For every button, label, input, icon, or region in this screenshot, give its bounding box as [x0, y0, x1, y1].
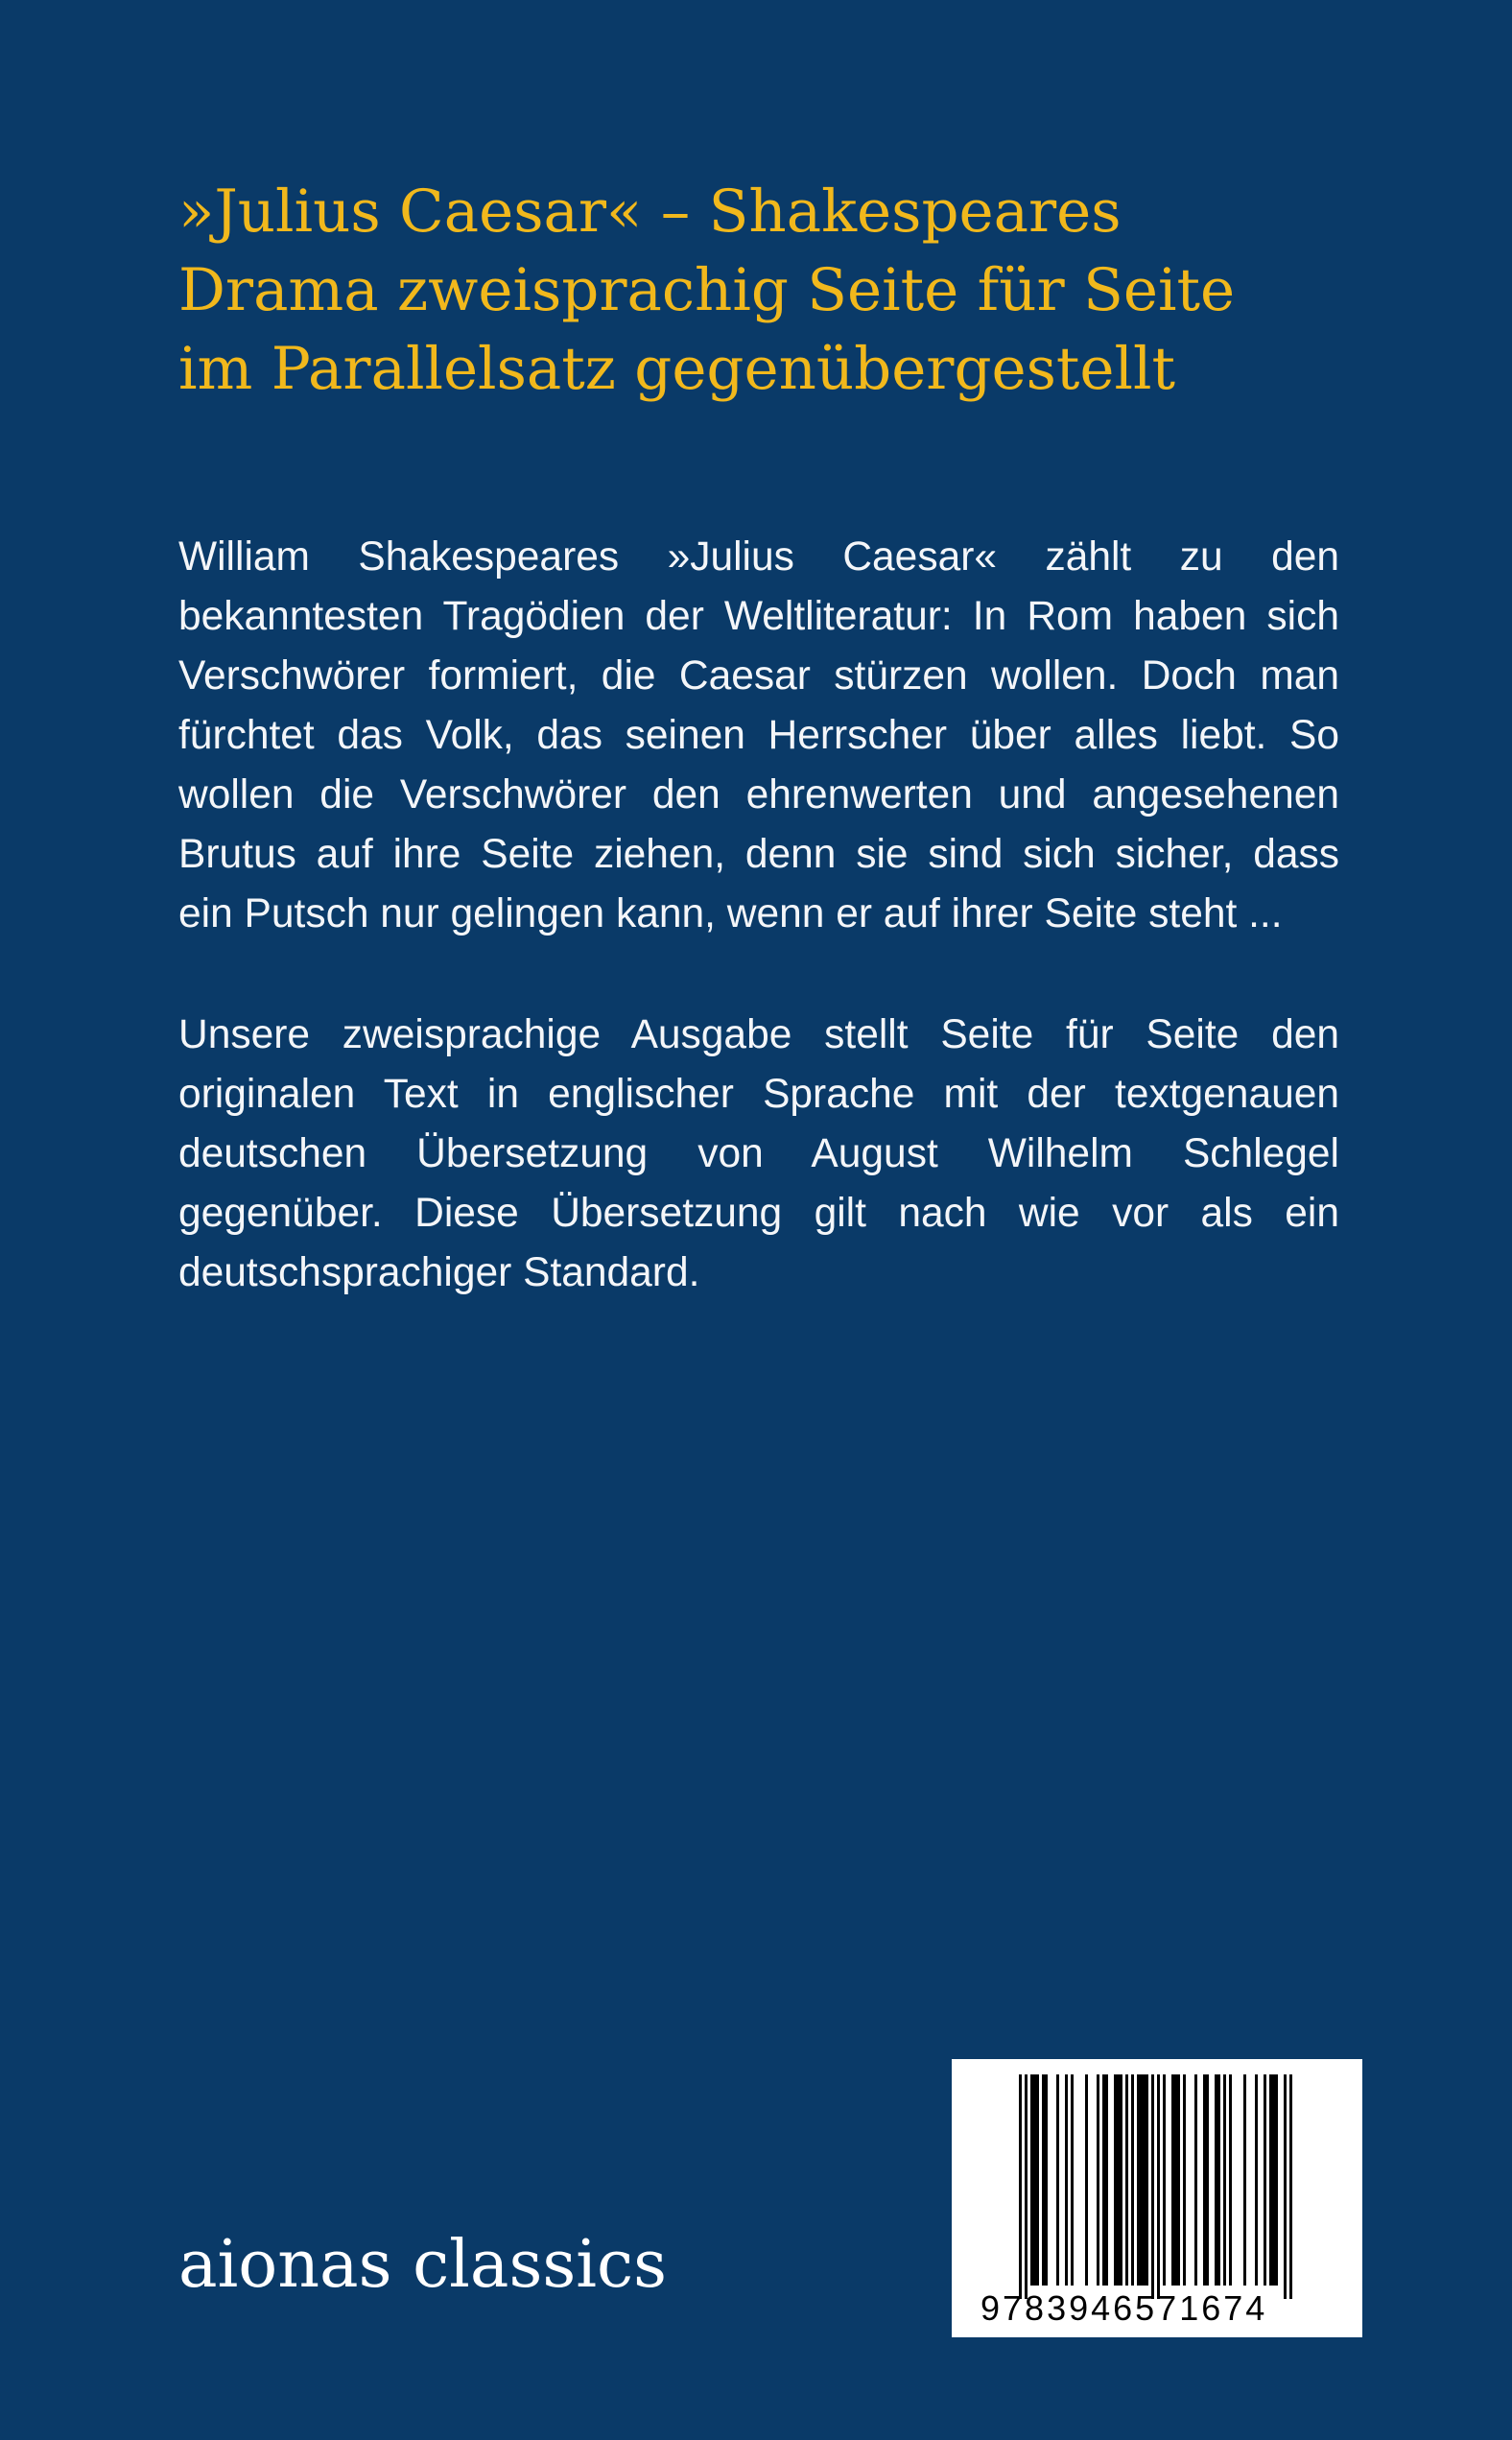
barcode-bar [1140, 2074, 1143, 2286]
barcode-bar [1194, 2074, 1197, 2286]
barcode-bar [1217, 2074, 1220, 2286]
barcode-bar [1042, 2074, 1045, 2286]
barcode-bar [1163, 2074, 1166, 2286]
barcode-bar [1105, 2074, 1108, 2286]
headline-line: im Parallelsatz gegenübergestellt [178, 335, 1176, 403]
barcode-bar [1120, 2074, 1122, 2286]
headline-line: Drama zweisprachig Seite für Seite [178, 256, 1236, 324]
barcode-bar [1065, 2074, 1068, 2286]
barcode-bar [1243, 2074, 1246, 2286]
barcode-guard-bar [1157, 2074, 1160, 2299]
description-paragraph-1 [178, 528, 1339, 944]
barcode-bar [1183, 2074, 1186, 2286]
barcode-bar [1030, 2074, 1033, 2286]
barcode-bar [1097, 2074, 1099, 2286]
text-line: bekanntesten Tragödien der Weltliteratur: In Rom haben sich [178, 594, 1339, 639]
barcode-bar [1206, 2074, 1209, 2286]
barcode-bar [1045, 2074, 1048, 2286]
text-line: Brutus auf ihre Seite ziehen, denn sie sind sich sicher, dass [178, 832, 1339, 877]
barcode-bar [1203, 2074, 1206, 2286]
headline-line: »Julius Caesar« – Shakespeares [178, 178, 1122, 246]
headline [178, 173, 1358, 409]
text-line: fürchtet das Volk, das seinen Herrscher über alles liebt. So [178, 713, 1339, 758]
barcode-bar [1143, 2074, 1146, 2286]
barcode-bar [1171, 2074, 1174, 2286]
barcode-bar [1131, 2074, 1134, 2286]
barcode-bar [1215, 2074, 1217, 2286]
text-line: deutschsprachiger Standard. [178, 1250, 700, 1295]
barcode-bar [1272, 2074, 1275, 2286]
text-line: deutschen Übersetzung von August Wilhelm Schlegel [178, 1131, 1339, 1176]
barcode-bar [1102, 2074, 1105, 2286]
barcode-bar [1033, 2074, 1036, 2286]
text-line: Verschwörer formiert, die Caesar stürzen wollen. Doch man [178, 653, 1339, 699]
barcode-bar [1056, 2074, 1059, 2286]
text-line: wollen die Verschwörer den ehrenwerten und angesehenen [178, 772, 1339, 817]
description-paragraph-2 [178, 1006, 1339, 1303]
barcode-bar [1275, 2074, 1278, 2286]
barcode-guard-bar [1151, 2074, 1154, 2299]
barcode [952, 2059, 1362, 2337]
barcode-bar [1146, 2074, 1148, 2286]
text-line: Unsere zweisprachige Ausgabe stellt Seite für Seite den [178, 1012, 1339, 1057]
barcode-bar [1036, 2074, 1039, 2286]
publisher-logo: aionas classics [178, 2227, 667, 2303]
barcode-bar [1125, 2074, 1128, 2286]
text-line: ein Putsch nur gelingen kann, wenn er auf ihrer Seite steht ... [178, 891, 1283, 936]
barcode-bar [1085, 2074, 1088, 2286]
barcode-bar [1264, 2074, 1266, 2286]
barcode-bar [1114, 2074, 1117, 2286]
barcode-bar [1174, 2074, 1177, 2286]
barcode-bar [1117, 2074, 1120, 2286]
barcode-guard-bar [1019, 2074, 1022, 2299]
barcode-bar [1229, 2074, 1232, 2286]
barcode-bar [1269, 2074, 1272, 2286]
barcode-guard-bar [1284, 2074, 1287, 2299]
barcode-bar [1071, 2074, 1074, 2286]
barcode-bar [1177, 2074, 1180, 2286]
isbn-number: 9783946571674 [980, 2288, 1268, 2328]
barcode-guard-bar [1025, 2074, 1028, 2299]
text-line: William Shakespeares »Julius Caesar« zählt zu den [178, 534, 1339, 580]
text-line: originalen Text in englischer Sprache mit der textgenauen [178, 1072, 1339, 1117]
barcode-guard-bar [1289, 2074, 1292, 2299]
barcode-bar [1255, 2074, 1258, 2286]
barcode-bar [1223, 2074, 1226, 2286]
barcode-bar [1137, 2074, 1140, 2286]
text-line: gegenüber. Diese Übersetzung gilt nach wie vor als ein [178, 1191, 1339, 1236]
